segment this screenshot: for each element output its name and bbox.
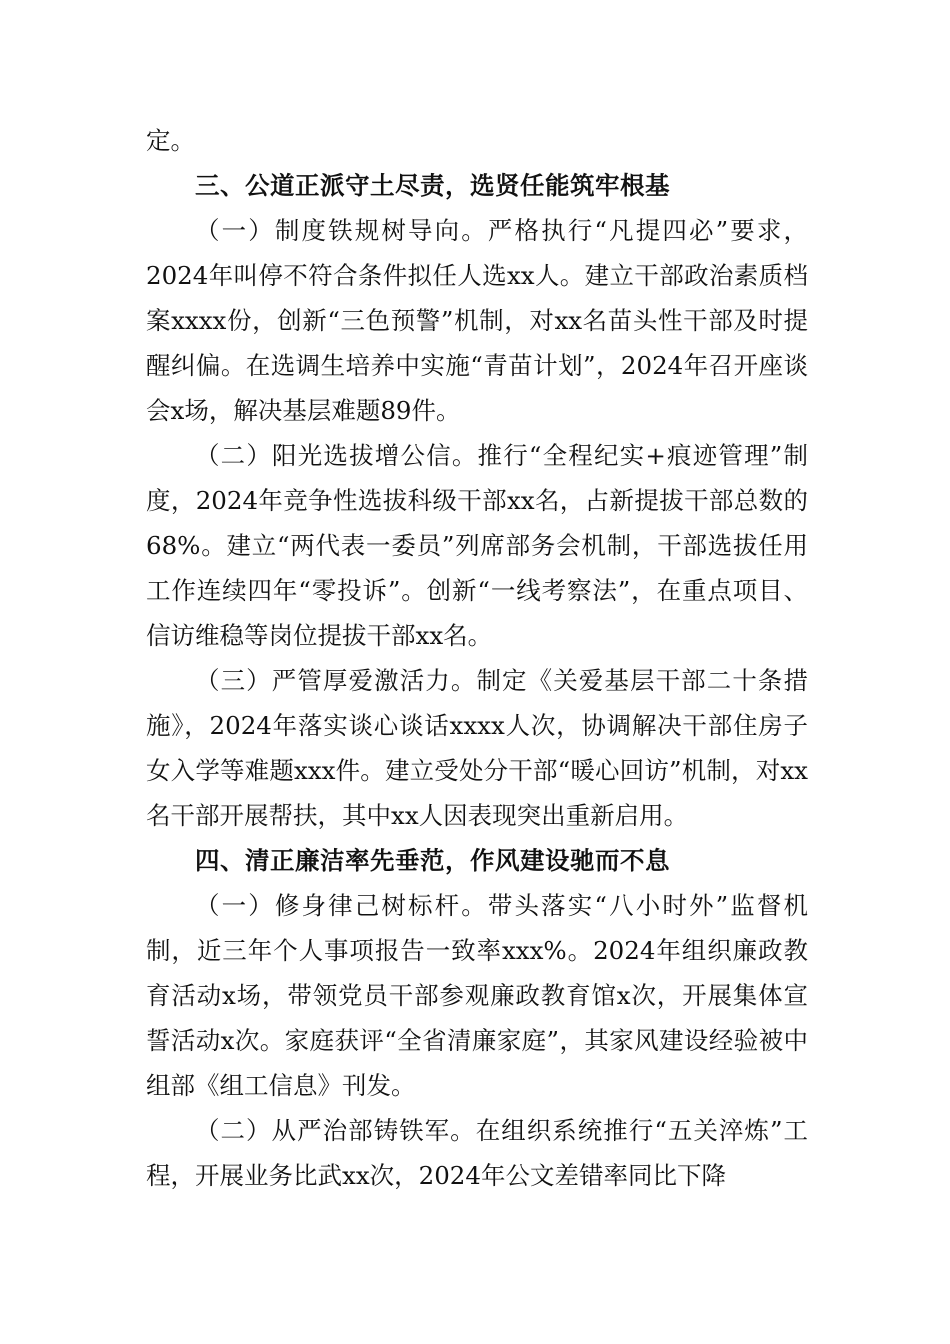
paragraph-4-1: （一）修身律己树标杆。带头落实“八小时外”监督机制，近三年个人事项报告一致率xxx%。2024年组织廉政教育活动x场，带领党员干部参观廉政教育馆x次，开展集体宣誓活动x次。家庭获评“全省清廉家庭”，其家风建设经验被中组部《组工信息》刊发。 xyxy=(146,891,808,1100)
paragraph-4-2: （二）从严治部铸铁军。在组织系统推行“五关淬炼”工程，开展业务比武xx次，2024年公文差错率同比下降 xyxy=(146,1116,808,1190)
paragraph-3-1: （一）制度铁规树导向。严格执行“凡提四必”要求，2024年叫停不符合条件拟任人选xx人。建立干部政治素质档案xxxx份，创新“三色预警”机制，对xx名苗头性干部及时提醒纠偏。在选调生培养中实施“青苗计划”，2024年召开座谈会x场，解决基层难题89件。 xyxy=(146,216,808,425)
section-heading-3: 三、公道正派守土尽责，选贤任能筑牢根基 xyxy=(195,171,670,200)
paragraph-3-3: （三）严管厚爱激活力。制定《关爱基层干部二十条措施》，2024年落实谈心谈话xxxx人次，协调解决干部住房子女入学等难题xxx件。建立受处分干部“暖心回访”机制，对xx名干部开展帮扶，其中xx人因表现突出重新启用。 xyxy=(146,666,808,830)
document-body xyxy=(146,118,808,1198)
paragraph-continuation: 定。 xyxy=(146,126,195,155)
section-heading-4: 四、清正廉洁率先垂范，作风建设驰而不息 xyxy=(195,846,670,875)
paragraph-3-2: （二）阳光选拔增公信。推行“全程纪实+痕迹管理”制度，2024年竞争性选拔科级干部xx名，占新提拔干部总数的68%。建立“两代表一委员”列席部务会机制，干部选拔任用工作连续四年“零投诉”。创新“一线考察法”，在重点项目、信访维稳等岗位提拔干部xx名。 xyxy=(146,441,808,650)
